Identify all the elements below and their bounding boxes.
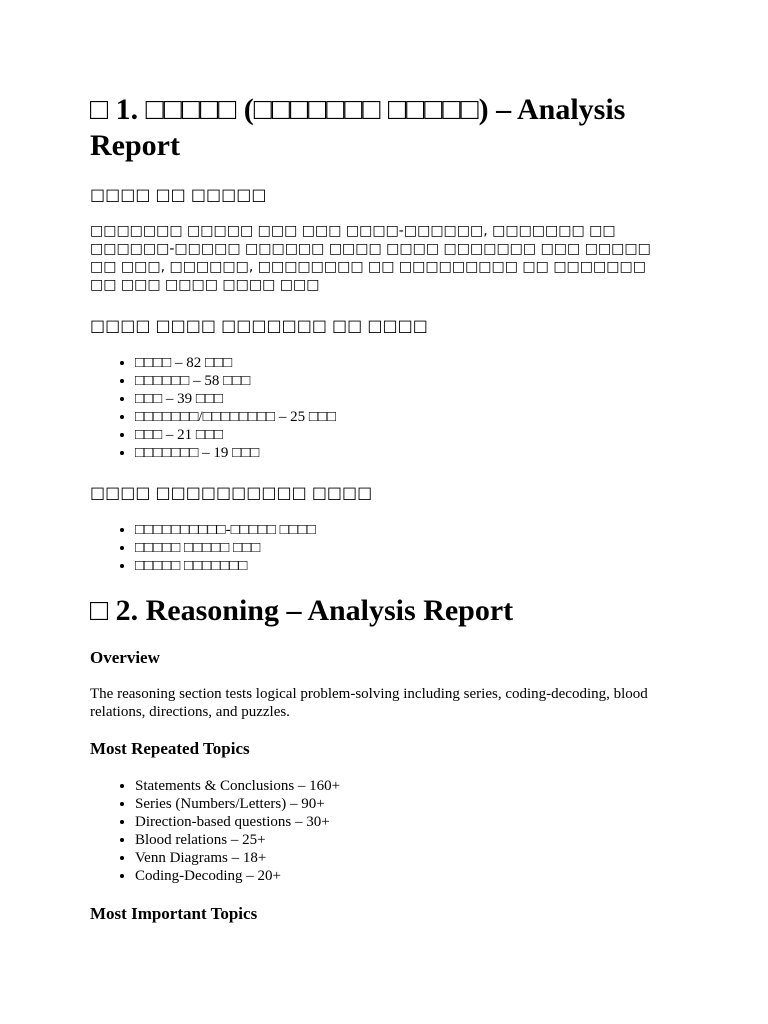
list-item: • □□□□□□ – 58 □□□: [135, 372, 678, 390]
section2-overview-text: The reasoning section tests logical problem-solving including series, coding-decoding, blood relations, directions, and puzzles.: [90, 686, 648, 720]
section1-repeated-heading: □□□□ □□□□ □□□□□□□ □□ □□□□: [90, 316, 428, 335]
list-item: • Statements & Conclusions – 160+: [135, 777, 678, 795]
list-item: • □□□□□□□ – 19 □□□: [135, 444, 678, 462]
list-item: • Venn Diagrams – 18+: [135, 849, 678, 867]
section1-important-heading: □□□□ □□□□□□□□□□ □□□□: [90, 483, 373, 502]
list-item: • □□□□ – 82 □□□: [135, 354, 678, 372]
section1-overview-heading: □□□□ □□ □□□□□: [90, 185, 267, 204]
list-item: • □□□□□ □□□□□ □□□: [135, 539, 678, 557]
section2-repeated-list: [90, 777, 678, 885]
list-item: • Series (Numbers/Letters) – 90+: [135, 795, 678, 813]
list-item: • □□□□□□□/□□□□□□□□ – 25 □□□: [135, 408, 678, 426]
section1-important-list: [90, 521, 678, 575]
list-item: • □□□□□□□□□□-□□□□□ □□□□: [135, 521, 678, 539]
section1-overview-text: □□□□□□□ □□□□□ □□□ □□□ □□□□-□□□□□□, □□□□□□□ □□ □□□□□□-□□□□□ □□□□□□ □□□□ □□□□ □□□□□□□ □□□ □□□□□ □□ □□□, □□□□□□, □□□□□□□□ □□ □□□□□□□□□ □□ □□□□□□□ □□ □□□ □□□□ □□□□ □□□: [90, 223, 651, 293]
list-item: • Coding-Decoding – 20+: [135, 867, 678, 885]
list-item: • □□□ – 39 □□□: [135, 390, 678, 408]
section2-overview-heading: Overview: [90, 648, 160, 667]
list-item: • □□□ – 21 □□□: [135, 426, 678, 444]
section2-title: □ 2. Reasoning – Analysis Report: [90, 594, 514, 627]
section2-important-heading: Most Important Topics: [90, 904, 258, 923]
list-item: • □□□□□ □□□□□□□: [135, 557, 678, 575]
section2-repeated-heading: Most Repeated Topics: [90, 739, 250, 758]
section1-title: □ 1. □□□□□ (□□□□□□□ □□□□□) – Analysis Report: [90, 93, 626, 162]
section1-repeated-list: [90, 354, 678, 462]
list-item: • Direction-based questions – 30+: [135, 813, 678, 831]
list-item: • Blood relations – 25+: [135, 831, 678, 849]
